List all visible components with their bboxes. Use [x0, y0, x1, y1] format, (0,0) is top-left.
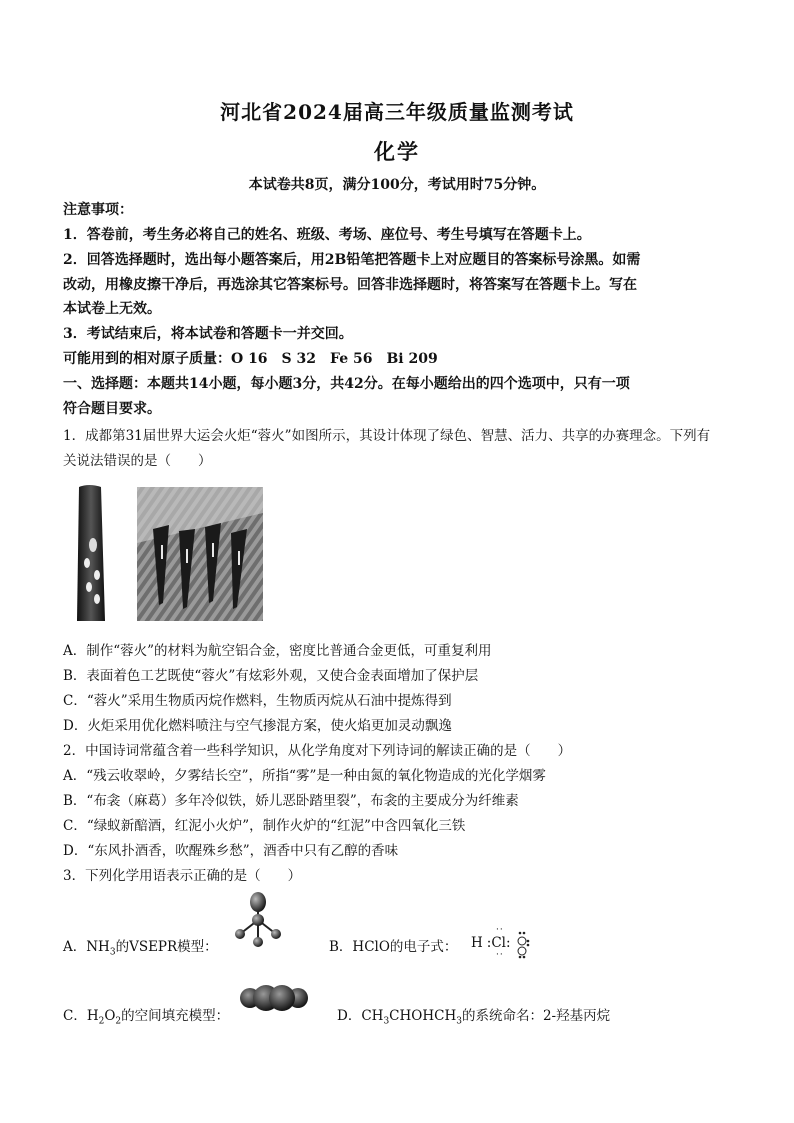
vsepr-model-image	[232, 890, 296, 952]
subject-title: 化学	[374, 139, 420, 164]
q1-stem-line-1: 1．成都第31届世界大运会火炬“蓉火”如图所示，其设计体现了绿色、智慧、活力、共享的办赛理念。下列有	[63, 428, 711, 444]
oxygen-electron-dots	[514, 929, 532, 959]
lone-pair-dots-top: ··	[496, 925, 504, 935]
exam-title: 河北省2024届高三年级质量监测考试	[220, 100, 574, 124]
note-2-line-3: 本试卷上无效。	[63, 301, 161, 317]
q2-option-b: B．“布衾（麻葛）多年冷似铁，娇儿恶卧踏里裂”，布衾的主要成分为纤维素	[63, 793, 519, 809]
note-3: 3．考试结束后，将本试卷和答题卡一并交回。	[63, 326, 353, 342]
hclo-electron-formula: H :Cl:	[471, 935, 511, 951]
q3-option-d: D．$CH_3CHOHCH_3$的系统命名：2-羟基丙烷	[337, 1008, 611, 1027]
q3-option-a: A．$NH_3$的VSEPR模型：	[63, 939, 218, 958]
lone-pair-dots-bottom: ··	[496, 950, 504, 960]
q1-option-b: B．表面着色工艺既使“蓉火”有炫彩外观，又使合金表面增加了保护层	[63, 668, 479, 684]
q3-stem: 3．下列化学用语表示正确的是（ ）	[63, 868, 302, 884]
q1-option-c: C．“蓉火”采用生物质丙烷作燃料，生物质丙烷从石油中提炼得到	[63, 693, 452, 709]
section-1-line-1: 一、选择题：本题共14小题，每小题3分，共42分。在每小题给出的四个选项中，只有一项	[63, 376, 630, 392]
q2-option-d: D．“东风扑酒香，吹醒殊乡愁”，酒香中只有乙醇的香味	[63, 843, 399, 859]
notes-heading: 注意事项：	[63, 202, 133, 218]
note-1: 1．答卷前，考生务必将自己的姓名、班级、考场、座位号、考生号填写在答题卡上。	[63, 227, 591, 243]
q3-option-c: C．$H_2O_2$的空间填充模型：	[63, 1008, 230, 1027]
q2-option-a: A．“残云收翠岭，夕雾结长空”，所指“雾”是一种由氮的氧化物造成的光化学烟雾	[63, 768, 546, 784]
q3-option-b: B．HClO的电子式：	[329, 939, 458, 955]
colon-dots: :	[486, 935, 492, 951]
colon-dots-2: :	[506, 935, 511, 951]
atomic-masses: 可能用到的相对原子质量：O 16 S 32 Fe 56 Bi 209	[63, 351, 438, 367]
q1-stem-line-2: 关说法错误的是（ ）	[63, 453, 212, 469]
q1-option-d: D．火炬采用优化燃料喷注与空气掺混方案，使火焰更加灵动飘逸	[63, 718, 452, 734]
q2-option-c: C．“绿蚁新醅酒，红泥小火炉”，制作火炉的“红泥”中含四氧化三铁	[63, 818, 466, 834]
q2-stem: 2．中国诗词常蕴含着一些科学知识，从化学角度对下列诗词的解读正确的是（ ）	[63, 743, 572, 759]
space-filling-model-image	[238, 980, 310, 1020]
note-2-line-2: 改动，用橡皮擦干净后，再选涂其它答案标号。回答非选择题时，将答案写在答题卡上。写在	[63, 277, 637, 293]
note-2-line-1: 2．回答选择题时，选出每小题答案后，用2B铅笔把答题卡上对应题目的答案标号涂黑。如需	[63, 252, 641, 268]
exam-info: 本试卷共8页，满分100分，考试用时75分钟。	[248, 177, 546, 193]
q1-option-a: A．制作“蓉火”的材料为航空铝合金，密度比普通合金更低，可重复利用	[63, 643, 492, 659]
torch-photo	[75, 483, 267, 625]
section-1-line-2: 符合题目要求。	[63, 401, 161, 417]
